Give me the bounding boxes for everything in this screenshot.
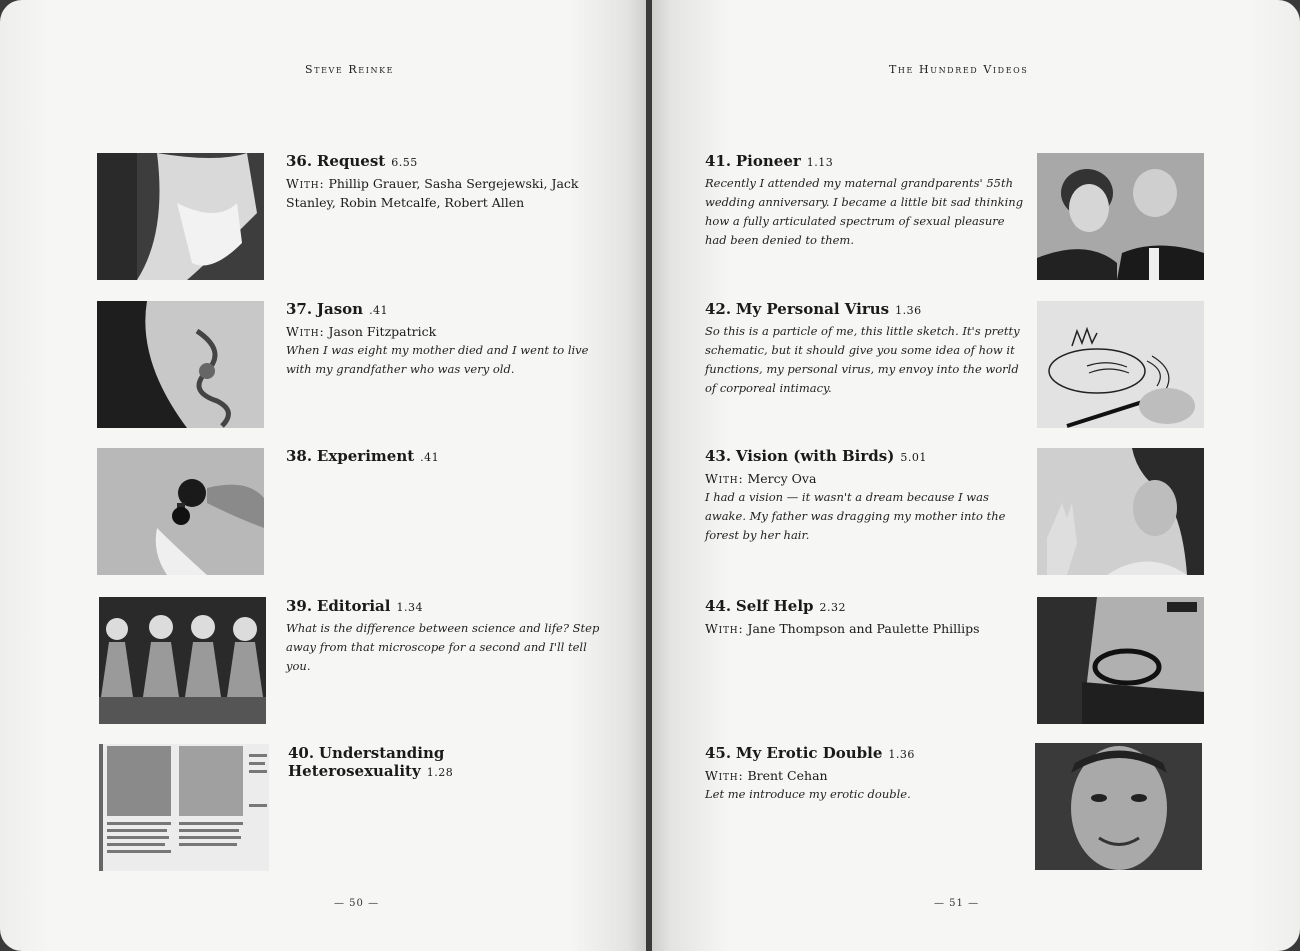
entry-description: When I was eight my mother died and I went to live with my grandfather who was very old. — [286, 343, 589, 376]
entry-duration: .41 — [369, 304, 389, 317]
with-names: Jane Thompson and Paulette Phillips — [747, 621, 980, 636]
video-still-editorial — [99, 597, 266, 724]
with-label: With: — [705, 471, 744, 486]
entry-36 — [286, 152, 606, 212]
entry-description: I had a vision — it wasn't a dream because I was awake. My father was dragging my mother into the forest by her hair. — [705, 490, 1006, 542]
entry-number: 42. — [705, 300, 732, 318]
entry-description: What is the difference between science and life? Step away from that microscope for a second and I'll tell you. — [286, 621, 600, 673]
entry-title: Pioneer — [735, 152, 801, 170]
entry-number: 39. — [286, 597, 313, 615]
with-names: Mercy Ova — [747, 471, 817, 486]
with-label: With: — [705, 768, 744, 783]
with-label: With: — [705, 621, 744, 636]
entry-title: Jason — [316, 300, 364, 318]
entry-number: 44. — [705, 597, 732, 615]
with-label: With: — [286, 176, 325, 191]
entry-title: My Personal Virus — [735, 300, 890, 318]
video-still-my-erotic-double — [1035, 743, 1202, 870]
page-number: — 50 — — [334, 898, 380, 909]
entry-description: Let me introduce my erotic double. — [705, 787, 911, 801]
left-page — [0, 0, 646, 951]
video-still-jason — [97, 301, 264, 428]
entry-duration: 2.32 — [819, 601, 847, 614]
entry-number: 43. — [705, 447, 732, 465]
with-names: Phillip Grauer, Sasha Sergejewski, Jack Stanley, Robin Metcalfe, Robert Allen — [286, 176, 579, 210]
entry-37 — [286, 300, 606, 379]
entry-duration: 6.55 — [391, 156, 418, 169]
entry-40 — [288, 744, 608, 784]
entry-38 — [286, 447, 606, 469]
with-label: With: — [286, 324, 325, 339]
with-names: Brent Cehan — [747, 768, 828, 783]
entry-title: My Erotic Double — [735, 744, 883, 762]
entry-number: 45. — [705, 744, 732, 762]
video-still-request — [97, 153, 264, 280]
entry-duration: 1.13 — [806, 156, 834, 169]
entry-title: Understanding Heterosexuality — [288, 744, 445, 780]
with-names: Jason Fitzpatrick — [328, 324, 437, 339]
video-still-self-help — [1037, 597, 1204, 724]
video-still-pioneer — [1037, 153, 1204, 280]
entry-title: Self Help — [735, 597, 814, 615]
entry-duration: 1.36 — [895, 304, 922, 317]
entry-title: Request — [316, 152, 386, 170]
entry-45 — [705, 744, 1025, 804]
video-still-vision-with-birds — [1037, 448, 1204, 575]
entry-43 — [705, 447, 1025, 545]
video-still-my-personal-virus — [1037, 301, 1204, 428]
running-head-book-title: The Hundred Videos — [889, 63, 1029, 76]
entry-description: Recently I attended my maternal grandparents' 55th wedding anniversary. I became a little bit sad thinking how a fully articulated spectrum of sexual pleasure had been denied to them. — [705, 176, 1024, 247]
entry-title: Editorial — [316, 597, 391, 615]
entry-description: So this is a particle of me, this little sketch. It's pretty schematic, but it should give you some idea of how it functions, my personal virus, my envoy into the world of corporeal intimacy. — [705, 324, 1020, 395]
entry-number: 41. — [705, 152, 732, 170]
entry-39 — [286, 597, 606, 676]
right-page — [652, 0, 1300, 951]
entry-duration: 1.36 — [888, 748, 915, 761]
entry-42 — [705, 300, 1025, 398]
entry-number: 38. — [286, 447, 313, 465]
entry-number: 40. — [288, 744, 315, 762]
video-still-understanding-heterosexuality — [99, 744, 269, 871]
entry-44 — [705, 597, 1025, 638]
running-head-author: Steve Reinke — [305, 63, 395, 76]
entry-number: 36. — [286, 152, 313, 170]
entry-duration: 1.28 — [426, 766, 454, 779]
entry-title: Experiment — [316, 447, 415, 465]
entry-number: 37. — [286, 300, 313, 318]
entry-duration: .41 — [420, 451, 440, 464]
entry-title: Vision (with Birds) — [735, 447, 895, 465]
entry-41 — [705, 152, 1025, 250]
page-number: — 51 — — [934, 898, 980, 909]
entry-duration: 5.01 — [900, 451, 927, 464]
video-still-experiment — [97, 448, 264, 575]
entry-duration: 1.34 — [396, 601, 423, 614]
